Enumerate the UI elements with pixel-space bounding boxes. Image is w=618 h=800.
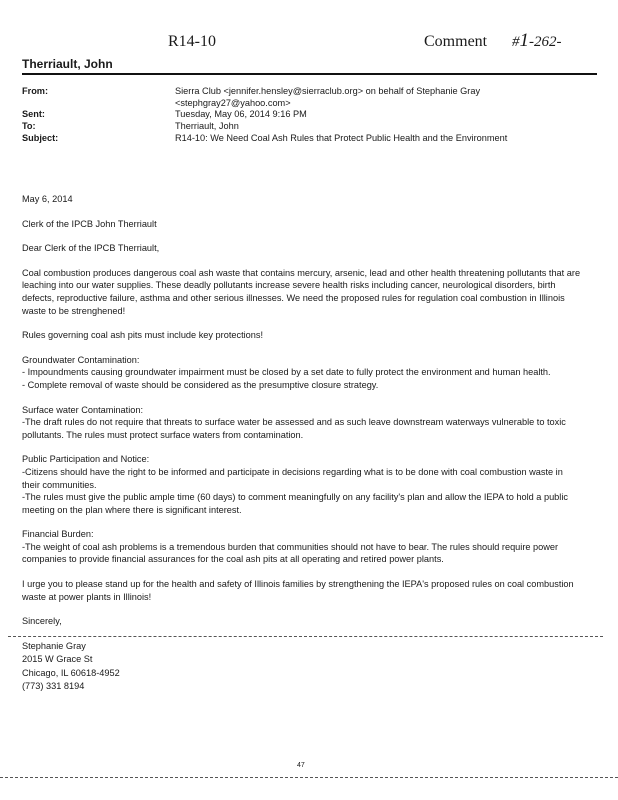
- comment-number: [512, 30, 562, 52]
- groundwater-section: [22, 354, 582, 392]
- page-number: 47: [297, 762, 305, 769]
- intro-paragraph: Coal combustion produces dangerous coal ash waste that contains mercury, arsenic, lead and other health threatening pollutants that are leaching into our water supplies. These deadly pollutants increase severe health risks including cancer, neurological disorders, birth defects, reproductive failure, asthma and other serious illnesses. We need the proposed rules for regulation coal combustion in Illinois waste to be strenghened!: [22, 267, 581, 316]
- comment-label: Comment: [424, 33, 488, 50]
- from-value-line2: <stephgray27@yahoo.com>: [175, 97, 291, 108]
- public-point-2: -The rules must give the public ample time (60 days) to comment meaningfully on any facility's plan and allow the IEPA to hold a public meeting on the plan where there is significant interest.: [22, 492, 568, 515]
- letter-addressee: Clerk of the IPCB John Therriault: [22, 218, 157, 229]
- letter-date: May 6, 2014: [22, 194, 73, 204]
- letter-salutation: Dear Clerk of the IPCB Therriault,: [22, 243, 160, 254]
- groundwater-point-1: - Impoundments causing groundwater impairment must be closed by a set date to fully protect the environment and human health.: [22, 367, 551, 378]
- comment-prefix: #: [512, 34, 520, 50]
- scan-dashed-line-bottom: [0, 777, 618, 778]
- surface-section: [22, 404, 582, 442]
- signature-name: Stephanie Gray: [22, 640, 86, 651]
- signature-street: 2015 W Grace St: [22, 654, 93, 665]
- to-label: To:: [22, 121, 36, 132]
- subject-label: Subject:: [22, 132, 59, 143]
- signature-city: Chicago, IL 60618-4952: [22, 667, 120, 678]
- groundwater-point-2: - Complete removal of waste should be considered as the presumptive closure strategy.: [22, 379, 379, 390]
- case-number: R14-10: [168, 33, 216, 50]
- to-row: [22, 121, 602, 133]
- from-row: [22, 86, 602, 109]
- sent-row: [22, 109, 602, 121]
- letter-body: [22, 193, 582, 693]
- to-value: Therriault, John: [175, 121, 239, 132]
- groundwater-title: Groundwater Contamination:: [22, 354, 140, 365]
- closing-paragraph: I urge you to please stand up for the health and safety of Illinois families by strengthening the IEPA's proposed rules on coal combustion waste at power plants in Illinois!: [22, 579, 574, 602]
- from-label: From:: [22, 86, 49, 96]
- from-value: [175, 86, 602, 109]
- subject-row: [22, 133, 602, 145]
- financial-title: Financial Burden:: [22, 529, 94, 540]
- surface-title: Surface water Contamination:: [22, 404, 144, 415]
- comment-number-main: 1: [519, 30, 529, 51]
- public-title: Public Participation and Notice:: [22, 454, 150, 465]
- subject-value: R14-10: We Need Coal Ash Rules that Protect Public Health and the Environment: [175, 132, 508, 143]
- header-rule: [22, 73, 597, 75]
- letter-signoff: Sincerely,: [22, 616, 62, 627]
- signature-block: [22, 640, 582, 694]
- rules-line: Rules governing coal ash pits must include key protections!: [22, 330, 264, 341]
- signature-phone: (773) 331 8194: [22, 681, 85, 692]
- from-value-line1: Sierra Club <jennifer.hensley@sierraclub.org> on behalf of Stephanie Gray: [175, 86, 481, 96]
- public-section: [22, 453, 582, 516]
- financial-section: [22, 528, 582, 566]
- surface-point-1: -The draft rules do not require that threats to surface water be assessed and as such leave downstream waterways vulnerable to toxic pollutants. The rules must protect surface waters from contamination.: [22, 417, 566, 440]
- sent-value: Tuesday, May 06, 2014 9:16 PM: [175, 109, 307, 120]
- scan-dashed-line-top: [8, 636, 603, 637]
- financial-point-1: -The weight of coal ash problems is a tremendous burden that communities should not have to bear. The rules should require power companies to provide financial assurances for the coal ash pits at all operating and retired power plants.: [22, 541, 559, 565]
- sender-name: Therriault, John: [22, 57, 113, 71]
- comment-number-rest: -262-: [529, 34, 562, 50]
- email-meta: [22, 86, 602, 145]
- public-point-1: -Citizens should have the right to be informed and participate in decisions regarding what is to be done with coal combustion waste in their communities.: [22, 466, 563, 490]
- sent-label: Sent:: [22, 109, 45, 120]
